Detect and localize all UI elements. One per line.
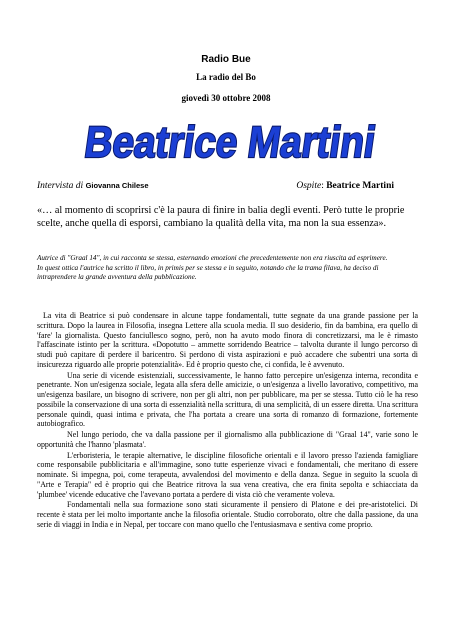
program-title: Radio Bue: [201, 54, 251, 65]
guest-credit: Ospite: Beatrice Martini: [296, 181, 394, 191]
lead-quote: «… al momento di scoprirsi c'è la paura di finire in balia degli eventi. Però tutte le proprie scelte, anche quella di esporsi, cambiano la qualità della vita, ma non la sua essenza».: [37, 205, 405, 230]
interviewer-credit: [37, 181, 149, 191]
body-paragraph: L'erboristeria, le terapie alternative, le discipline filosofiche orientali e il lavoro presso l'azienda famigliare come responsabile pubblicitaria e all'immagine, sono tutte esperienze vivaci e fondamentali, che meritano di essere nominate. Si impegna, poi, come terapeuta, avvalendosi del movimento e della danza. Segue in seguito la scuola di "Arte e Terapia" ed è proprio qui che Beatrice ritrova la sua vena creativa, che era finita sepolta e schiacciata da 'plumbee' vicende educative che l'avevano portata a perdere di vista ciò che veramente voleva.: [37, 450, 418, 499]
body-paragraph: La vita di Beatrice si può condensare in alcune tappe fondamentali, tutte segnate da una grande passione per la scrittura. Dopo la laurea in Filosofia, insegna Lettere alla scuola media. Il suo desiderio, fin da bambina, era quello di 'fare' la giornalista. Questo fanciullesco sogno, però, non ha avuto modo finora di concretizzarsi, ma le è rimasto l'affascinate istinto per la scrittura. «Dopotutto – ammette sorridendo Beatrice – talvolta durante il lungo percorso di studi può capitare di perdere il baricentro. Si perdono di vista aspirazioni e può accadere che subentri una sorta di insicurezza riguardo alle proprie potenzialità». Ed è proprio questo che, ci confida, le è avvenuto.: [37, 311, 418, 369]
banner-name-text: Beatrice Martini: [81, 118, 419, 167]
guest-name-banner: [78, 111, 419, 173]
intro-block: [37, 254, 417, 283]
intro-paragraph: Autrice di "Graal 14", in cui racconta se stessa, esternando emozioni che precedentemente non era riuscita ad esprimere.: [37, 254, 388, 262]
body-paragraph: Fondamentali nella sua formazione sono stati sicuramente il pensiero di Platone e dei pre-aristotelici. Di recente è stata per lei molto importante anche la filosofia orientale. Studio corroborato, oltre che dalla passione, da una serie di viaggi in India e in Nepal, per toccare con mano quello che l'entusiasmava e sentiva come proprio.: [37, 500, 418, 529]
program-tagline: La radio del Bo: [196, 72, 256, 82]
intro-paragraph: In quest ottica l'autrice ha scritto il libro, in primis per se stessa e in seguito, notando che la trama filava, ha deciso di intraprendere la grande avventura della pubblicazione.: [37, 263, 379, 282]
guest-label: Ospite: [296, 181, 322, 191]
body-paragraph: Una serie di vicende esistenziali, successivamente, le hanno fatto percepire un'esigenza interna, recondita e penetrante. Non un'esigenza sociale, legata alla sfera delle amicizie, o un'esigenza a livello lavorativo, competitivo, ma un'esigenza basilare, un bisogno di scrivere, non per gli altri, non per pubblicare, ma per se stessa. Tutto ciò le ha reso possibile la conservazione di una sorta di essenzialità nella scrittura, di una semplicità, di un essere diretta. Una scrittura personale quindi, quasi intima e privata, che l'ha portata a creare una sorta di romanzo di formazione, fortemente autobiografico.: [37, 370, 418, 429]
broadcast-date: giovedì 30 ottobre 2008: [181, 93, 271, 103]
body-paragraph: Nel lungo periodo, che va dalla passione per il giornalismo alla pubblicazione di "Graal 14", varie sono le opportunità che l'hanno 'plasmata'.: [37, 430, 418, 449]
interviewer-label: Intervista di: [37, 181, 86, 191]
article-body: [37, 311, 418, 531]
guest-name: Beatrice Martini: [326, 181, 394, 191]
interviewer-name: Giovanna Chilese: [85, 181, 149, 190]
